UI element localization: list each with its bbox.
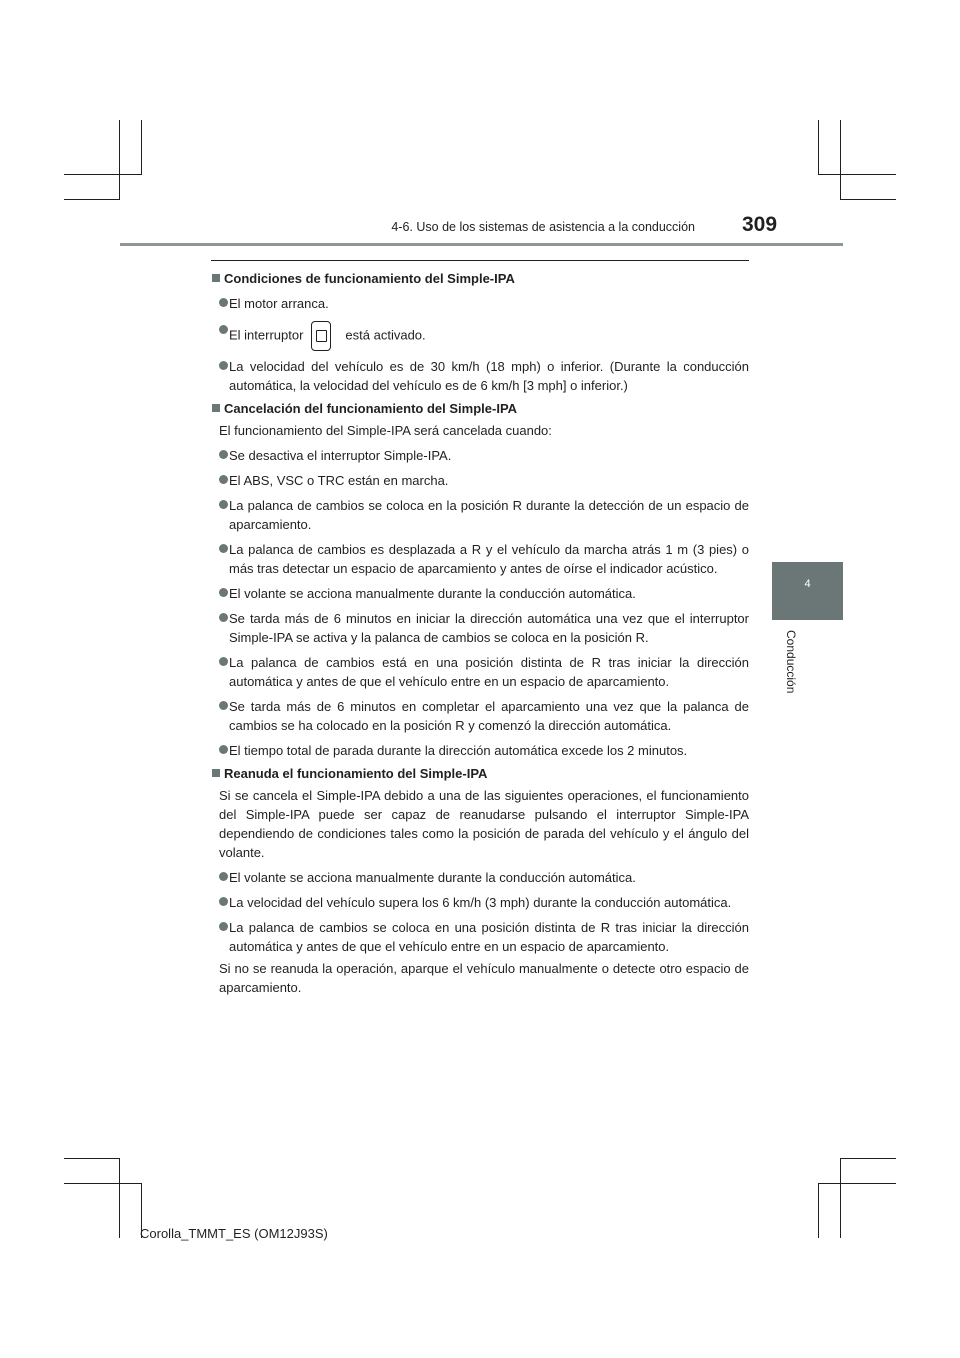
crop-mark [64,1158,120,1159]
switch-text-before: El interruptor [229,327,304,343]
simple-ipa-switch-icon [311,321,331,351]
crop-mark [64,174,141,175]
main-content [211,267,749,997]
chapter-label: Conducción [784,630,798,694]
crop-mark [64,1183,141,1184]
section-intro: El funcionamiento del Simple-IPA será cancelada cuando: [219,423,552,438]
chapter-number: 4 [804,578,811,590]
crop-mark [119,120,120,200]
closing-paragraph: Si no se reanuda la operación, aparque el vehículo manualmente o detecte otro espacio de aparcamiento. [219,961,749,995]
list-item: La palanca de cambios es desplazada a R y el vehículo da marcha atrás 1 m (3 pies) o más tras detectar un espacio de aparcamiento y antes de oírse el indicador acústico. [211,540,749,578]
content-divider [211,260,749,261]
footer-document-id: Corolla_TMMT_ES (OM12J93S) [140,1226,328,1241]
header-divider [120,243,843,246]
crop-mark [64,199,120,200]
list-item: La velocidad del vehículo supera los 6 km/h (3 mph) durante la conducción automática. [211,893,749,912]
list-item: El ABS, VSC o TRC están en marcha. [211,471,749,490]
switch-text-after: está activado. [345,327,426,343]
section-heading-resume: Reanuda el funcionamiento del Simple-IPA [211,764,749,783]
list-item: Se desactiva el interruptor Simple-IPA. [211,446,749,465]
list-item: El volante se acciona manualmente durante la conducción automática. [211,868,749,887]
list-item: El motor arranca. [211,294,749,313]
crop-mark [818,1183,896,1184]
crop-mark [818,1183,819,1238]
crop-mark [840,1158,896,1159]
list-item: La velocidad del vehículo es de 30 km/h (18 mph) o inferior. (Durante la conducción automática, la velocidad del vehículo es de 6 km/h [3 mph] o inferior.) [211,357,749,395]
list-item: Se tarda más de 6 minutos en iniciar la dirección automática una vez que el interruptor Simple-IPA se activa y la palanca de cambios se coloca en la posición R. [211,609,749,647]
page-number: 309 [742,213,778,236]
section-intro: Si se cancela el Simple-IPA debido a una de las siguientes operaciones, el funcionamiento del Simple-IPA puede ser capaz de reanudarse pulsando el interruptor Simple-IPA dependiendo de condiciones tales como la posición de parada del vehículo y el ángulo del volante. [219,788,749,860]
list-item: El volante se acciona manualmente durante la conducción automática. [211,584,749,603]
crop-mark [840,1158,841,1238]
crop-mark [818,120,819,175]
section-heading-conditions: Condiciones de funcionamiento del Simple-IPA [211,269,749,288]
list-item: La palanca de cambios se coloca en una posición distinta de R tras iniciar la dirección automática y antes de que el vehículo entre en un espacio de aparcamiento. [211,918,749,956]
crop-mark [840,120,841,200]
crop-mark [818,174,896,175]
crop-mark [119,1158,120,1238]
list-item: El tiempo total de parada durante la dirección automática excede los 2 minutos. [211,741,749,760]
section-title: 4-6. Uso de los sistemas de asistencia a la conducción [391,220,695,234]
list-item: Se tarda más de 6 minutos en completar el aparcamiento una vez que la palanca de cambios se ha colocado en la posición R y comenzó la dirección automática. [211,697,749,735]
chapter-label-container [782,630,802,720]
list-item: La palanca de cambios se coloca en la posición R durante la detección de un espacio de aparcamiento. [211,496,749,534]
list-item: La palanca de cambios está en una posición distinta de R tras iniciar la dirección automática y antes de que el vehículo entre en un espacio de aparcamiento. [211,653,749,691]
chapter-tab [772,562,843,620]
section-heading-cancellation: Cancelación del funcionamiento del Simple-IPA [211,399,749,418]
list-item-switch [211,321,749,351]
crop-mark [141,120,142,175]
crop-mark [840,199,896,200]
